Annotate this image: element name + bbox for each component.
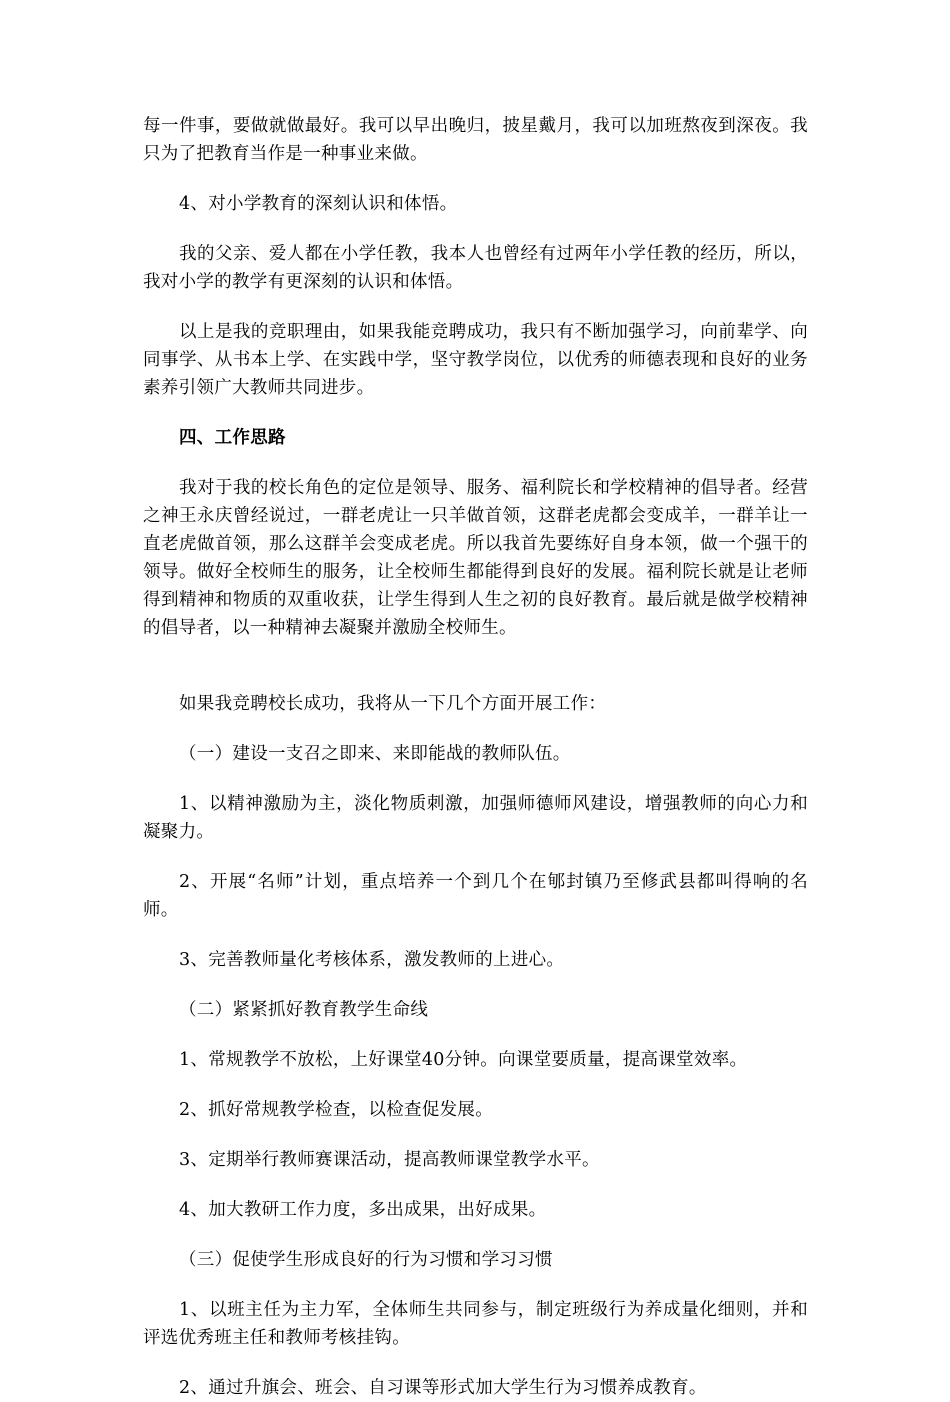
paragraph: 1、以班主任为主力军，全体师生共同参与，制定班级行为养成量化细则，并和评选优秀班主任和教师考核挂钩。 — [143, 1300, 808, 1348]
paragraph: 1、常规教学不放松，上好课堂40分钟。向课堂要质量，提高课堂效率。 — [179, 1050, 748, 1070]
paragraph: 以上是我的竞职理由，如果我能竞聘成功，我只有不断加强学习，向前辈学、向同事学、从书本上学、在实践中学，坚守教学岗位，以优秀的师德表现和良好的业务素养引领广大教师共同进步。 — [143, 322, 808, 398]
paragraph: 4、加大教研工作力度，多出成果，出好成果。 — [179, 1200, 547, 1220]
paragraph: 2、开展“名师”计划，重点培养一个到几个在郇封镇乃至修武县都叫得响的名师。 — [143, 872, 808, 920]
paragraph: 4、对小学教育的深刻认识和体悟。 — [179, 194, 458, 214]
paragraph: 我的父亲、爱人都在小学任教，我本人也曾经有过两年小学任教的经历，所以，我对小学的教学有更深刻的认识和体悟。 — [143, 244, 808, 292]
section-heading: 四、工作思路 — [179, 428, 286, 448]
subsection-heading: （三）促使学生形成良好的行为习惯和学习习惯 — [179, 1250, 553, 1270]
paragraph: 如果我竞聘校长成功，我将从一下几个方面开展工作： — [179, 694, 607, 714]
subsection-heading: （二）紧紧抓好教育教学生命线 — [179, 1000, 429, 1020]
paragraph: 每一件事，要做就做最好。我可以早出晚归，披星戴月，我可以加班熬夜到深夜。我只为了把教育当作是一种事业来做。 — [143, 116, 808, 164]
subsection-heading: （一）建设一支召之即来、来即能战的教师队伍。 — [179, 744, 571, 764]
paragraph: 1、以精神激励为主，淡化物质刺激，加强师德师风建设，增强教师的向心力和凝聚力。 — [143, 794, 808, 842]
document-body — [143, 112, 808, 1402]
paragraph: 3、定期举行教师赛课活动，提高教师课堂教学水平。 — [179, 1150, 600, 1170]
paragraph: 2、通过升旗会、班会、自习课等形式加大学生行为习惯养成教育。 — [179, 1378, 707, 1398]
paragraph: 3、完善教师量化考核体系，激发教师的上进心。 — [179, 950, 565, 970]
paragraph: 2、抓好常规教学检查，以检查促发展。 — [179, 1100, 494, 1120]
paragraph: 我对于我的校长角色的定位是领导、服务、福利院长和学校精神的倡导者。经营之神王永庆曾经说过，一群老虎让一只羊做首领，这群老虎都会变成羊，一群羊让一直老虎做首领，那么这群羊会变成老虎。所以我首先要练好自身本领，做一个强干的领导。做好全校师生的服务，让全校师生都能得到良好的发展。福利院长就是让老师得到精神和物质的双重收获，让学生得到人生之初的良好教育。最后就是做学校精神的倡导者，以一种精神去凝聚并激励全校师生。 — [143, 478, 808, 638]
